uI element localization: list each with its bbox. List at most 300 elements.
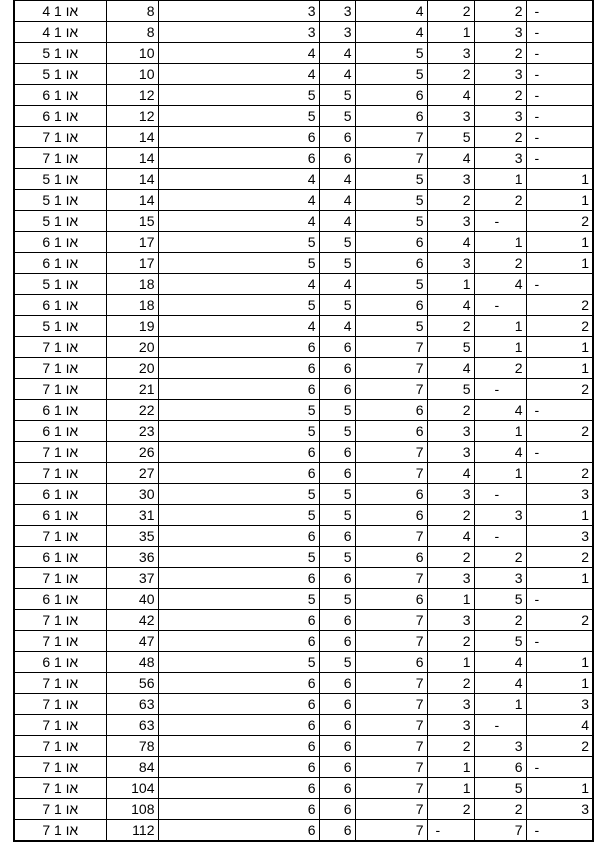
col4-cell: 6 [319,757,355,778]
option-cell: 6 או 1 [14,547,106,568]
col3-cell: 5 [158,547,319,568]
table-row [14,43,593,64]
col3-cell: 6 [158,694,319,715]
table-row [14,274,593,295]
option-cell: 6 או 1 [14,106,106,127]
col5-cell: 7 [355,757,427,778]
col7-cell: 2 [474,1,526,22]
option-cell: 7 או 1 [14,736,106,757]
table-row [14,316,593,337]
col6-cell: 2 [427,631,474,652]
col4-cell: 6 [319,358,355,379]
col6-cell: 1 [427,274,474,295]
col5-cell: 7 [355,568,427,589]
col4-cell: 4 [319,169,355,190]
col4-cell: 5 [319,484,355,505]
value-cell: 14 [106,190,158,211]
value-cell: 12 [106,85,158,106]
value-cell: 63 [106,694,158,715]
table-row [14,127,593,148]
col8-cell: - [526,442,593,463]
table-row [14,190,593,211]
col8-cell: 3 [526,526,593,547]
option-cell: 6 או 1 [14,295,106,316]
col6-cell: 2 [427,316,474,337]
value-cell: 112 [106,820,158,842]
col8-cell: 3 [526,799,593,820]
col8-cell: 2 [526,211,593,232]
option-cell: 7 או 1 [14,358,106,379]
col5-cell: 7 [355,526,427,547]
table-row [14,106,593,127]
col5-cell: 6 [355,106,427,127]
col7-cell: 2 [474,358,526,379]
col6-cell: 2 [427,190,474,211]
col8-cell: 1 [526,505,593,526]
col5-cell: 6 [355,85,427,106]
col3-cell: 5 [158,253,319,274]
col8-cell: 1 [526,778,593,799]
value-cell: 36 [106,547,158,568]
option-cell: 7 או 1 [14,610,106,631]
option-cell: 6 או 1 [14,400,106,421]
col7-cell: 1 [474,463,526,484]
value-cell: 12 [106,106,158,127]
table-row [14,820,593,842]
col6-cell: 1 [427,589,474,610]
option-cell: 7 או 1 [14,778,106,799]
col8-cell: - [526,631,593,652]
col4-cell: 6 [319,631,355,652]
col4-cell: 6 [319,778,355,799]
col6-cell: 4 [427,232,474,253]
col4-cell: 3 [319,22,355,43]
col7-cell: 4 [474,400,526,421]
col3-cell: 5 [158,295,319,316]
col8-cell: - [526,43,593,64]
col6-cell: 3 [427,421,474,442]
value-cell: 18 [106,274,158,295]
col4-cell: 6 [319,799,355,820]
col5-cell: 7 [355,148,427,169]
col4-cell: 5 [319,253,355,274]
table-row [14,463,593,484]
col3-cell: 5 [158,589,319,610]
option-cell: 7 או 1 [14,463,106,484]
col6-cell: 5 [427,337,474,358]
col7-cell: 4 [474,652,526,673]
col8-cell: - [526,22,593,43]
col8-cell: 2 [526,316,593,337]
option-cell: 5 או 1 [14,274,106,295]
table-row [14,715,593,736]
value-cell: 14 [106,127,158,148]
col6-cell: 4 [427,85,474,106]
option-cell: 4 או 1 [14,1,106,22]
col4-cell: 6 [319,148,355,169]
value-cell: 18 [106,295,158,316]
table-row [14,85,593,106]
table-row [14,337,593,358]
option-cell: 7 או 1 [14,715,106,736]
col3-cell: 4 [158,316,319,337]
col4-cell: 4 [319,274,355,295]
value-cell: 20 [106,358,158,379]
col7-cell: 4 [474,442,526,463]
col3-cell: 6 [158,337,319,358]
option-cell: 5 או 1 [14,316,106,337]
col4-cell: 5 [319,505,355,526]
col8-cell: 1 [526,673,593,694]
col8-cell: 2 [526,295,593,316]
col8-cell: 1 [526,568,593,589]
col3-cell: 6 [158,148,319,169]
table-row [14,526,593,547]
col8-cell: 2 [526,463,593,484]
col6-cell: 4 [427,148,474,169]
col7-cell: 5 [474,778,526,799]
col3-cell: 6 [158,757,319,778]
col3-cell: 6 [158,610,319,631]
col5-cell: 5 [355,274,427,295]
col5-cell: 6 [355,400,427,421]
col6-cell: 4 [427,463,474,484]
option-cell: 7 או 1 [14,799,106,820]
col4-cell: 5 [319,652,355,673]
col6-cell: 2 [427,799,474,820]
value-cell: 35 [106,526,158,547]
col6-cell: 2 [427,547,474,568]
option-cell: 6 או 1 [14,652,106,673]
col8-cell: 2 [526,736,593,757]
table-row [14,673,593,694]
table-row [14,568,593,589]
col6-cell: 2 [427,1,474,22]
col7-cell: 1 [474,694,526,715]
col4-cell: 6 [319,736,355,757]
col8-cell: - [526,589,593,610]
col3-cell: 6 [158,736,319,757]
col5-cell: 6 [355,421,427,442]
col3-cell: 5 [158,421,319,442]
col6-cell: 3 [427,169,474,190]
col5-cell: 7 [355,610,427,631]
col5-cell: 7 [355,631,427,652]
value-cell: 37 [106,568,158,589]
table-row [14,421,593,442]
col3-cell: 5 [158,484,319,505]
col6-cell: 2 [427,673,474,694]
col7-cell: 1 [474,169,526,190]
col4-cell: 4 [319,43,355,64]
option-cell: 7 או 1 [14,442,106,463]
col6-cell: 5 [427,127,474,148]
value-cell: 42 [106,610,158,631]
option-cell: 5 או 1 [14,211,106,232]
col3-cell: 5 [158,505,319,526]
table-row [14,148,593,169]
col6-cell: 4 [427,295,474,316]
col6-cell: 1 [427,22,474,43]
col8-cell: - [526,148,593,169]
col4-cell: 6 [319,463,355,484]
col5-cell: 7 [355,799,427,820]
col7-cell: 5 [474,589,526,610]
col5-cell: 7 [355,673,427,694]
col4-cell: 4 [319,211,355,232]
table-row [14,694,593,715]
option-cell: 7 או 1 [14,694,106,715]
col5-cell: 7 [355,820,427,842]
col8-cell: 2 [526,421,593,442]
col3-cell: 4 [158,169,319,190]
table-row [14,64,593,85]
col7-cell: 3 [474,64,526,85]
col3-cell: 6 [158,820,319,842]
col6-cell: 3 [427,253,474,274]
col5-cell: 7 [355,358,427,379]
option-cell: 6 או 1 [14,232,106,253]
option-cell: 7 או 1 [14,820,106,842]
col5-cell: 5 [355,43,427,64]
table-row [14,295,593,316]
value-cell: 108 [106,799,158,820]
col7-cell: 2 [474,799,526,820]
col7-cell: 4 [474,274,526,295]
col4-cell: 6 [319,715,355,736]
option-cell: 5 או 1 [14,190,106,211]
col5-cell: 7 [355,736,427,757]
col5-cell: 6 [355,652,427,673]
col3-cell: 6 [158,715,319,736]
col4-cell: 4 [319,64,355,85]
value-cell: 20 [106,337,158,358]
value-cell: 15 [106,211,158,232]
col4-cell: 6 [319,673,355,694]
table-body [14,1,593,842]
option-cell: 7 או 1 [14,631,106,652]
col7-cell: 1 [474,421,526,442]
col5-cell: 6 [355,295,427,316]
col3-cell: 5 [158,85,319,106]
option-cell: 7 או 1 [14,673,106,694]
col4-cell: 5 [319,589,355,610]
value-cell: 84 [106,757,158,778]
value-cell: 17 [106,232,158,253]
table-row [14,400,593,421]
col7-cell: 1 [474,337,526,358]
col5-cell: 7 [355,694,427,715]
table-row [14,484,593,505]
col7-cell: - [474,295,526,316]
col7-cell: - [474,715,526,736]
value-cell: 8 [106,22,158,43]
col7-cell: 2 [474,253,526,274]
table-row [14,631,593,652]
col5-cell: 7 [355,127,427,148]
col7-cell: 2 [474,190,526,211]
col4-cell: 6 [319,610,355,631]
table-row [14,505,593,526]
col6-cell: 1 [427,652,474,673]
option-cell: 6 או 1 [14,253,106,274]
col4-cell: 4 [319,316,355,337]
col6-cell: 2 [427,400,474,421]
value-cell: 47 [106,631,158,652]
col4-cell: 5 [319,85,355,106]
col8-cell: 1 [526,337,593,358]
col5-cell: 5 [355,169,427,190]
value-cell: 8 [106,1,158,22]
value-cell: 14 [106,169,158,190]
table-row [14,253,593,274]
col8-cell: 2 [526,379,593,400]
value-cell: 23 [106,421,158,442]
col6-cell: 2 [427,736,474,757]
value-cell: 78 [106,736,158,757]
col7-cell: 3 [474,736,526,757]
col5-cell: 7 [355,463,427,484]
value-cell: 10 [106,64,158,85]
option-cell: 6 או 1 [14,505,106,526]
col3-cell: 5 [158,400,319,421]
col8-cell: 1 [526,169,593,190]
option-cell: 5 או 1 [14,43,106,64]
col4-cell: 6 [319,820,355,842]
option-cell: 5 או 1 [14,169,106,190]
col4-cell: 6 [319,526,355,547]
table-row [14,379,593,400]
table-row [14,589,593,610]
col6-cell: 5 [427,379,474,400]
value-cell: 31 [106,505,158,526]
col7-cell: 1 [474,232,526,253]
col7-cell: 3 [474,148,526,169]
col4-cell: 4 [319,190,355,211]
col6-cell: 1 [427,757,474,778]
value-cell: 104 [106,778,158,799]
option-cell: 6 או 1 [14,85,106,106]
col8-cell: - [526,1,593,22]
col5-cell: 7 [355,778,427,799]
col3-cell: 6 [158,463,319,484]
col3-cell: 6 [158,442,319,463]
col8-cell: 1 [526,232,593,253]
col3-cell: 6 [158,799,319,820]
col8-cell: 1 [526,253,593,274]
value-cell: 22 [106,400,158,421]
col5-cell: 7 [355,379,427,400]
table-row [14,232,593,253]
col7-cell: 2 [474,547,526,568]
option-cell: 7 או 1 [14,526,106,547]
col8-cell: - [526,400,593,421]
option-cell: 7 או 1 [14,127,106,148]
col4-cell: 6 [319,442,355,463]
col6-cell: 3 [427,610,474,631]
col5-cell: 6 [355,505,427,526]
col3-cell: 4 [158,64,319,85]
value-cell: 26 [106,442,158,463]
col4-cell: 6 [319,337,355,358]
col6-cell: 3 [427,715,474,736]
table-row [14,652,593,673]
col7-cell: 7 [474,820,526,842]
table-row [14,736,593,757]
col4-cell: 6 [319,568,355,589]
col5-cell: 5 [355,211,427,232]
col4-cell: 5 [319,295,355,316]
option-cell: 4 או 1 [14,22,106,43]
value-cell: 10 [106,43,158,64]
col7-cell: 2 [474,127,526,148]
value-cell: 21 [106,379,158,400]
col3-cell: 6 [158,379,319,400]
col4-cell: 5 [319,106,355,127]
col8-cell: 4 [526,715,593,736]
col8-cell: - [526,64,593,85]
col7-cell: 3 [474,22,526,43]
col7-cell: 1 [474,316,526,337]
option-cell: 6 או 1 [14,589,106,610]
col4-cell: 6 [319,127,355,148]
table-row [14,757,593,778]
col8-cell: 1 [526,190,593,211]
col3-cell: 4 [158,43,319,64]
option-cell: 7 או 1 [14,757,106,778]
table-row [14,169,593,190]
col3-cell: 4 [158,274,319,295]
col5-cell: 6 [355,484,427,505]
col6-cell: 3 [427,106,474,127]
col4-cell: 5 [319,421,355,442]
value-cell: 40 [106,589,158,610]
col4-cell: 3 [319,1,355,22]
option-cell: 6 או 1 [14,484,106,505]
value-cell: 14 [106,148,158,169]
col7-cell: 2 [474,610,526,631]
col8-cell: 1 [526,652,593,673]
value-cell: 63 [106,715,158,736]
col8-cell: - [526,274,593,295]
col8-cell: 3 [526,484,593,505]
col6-cell: 1 [427,778,474,799]
col3-cell: 4 [158,190,319,211]
col8-cell: - [526,106,593,127]
col5-cell: 6 [355,253,427,274]
table-row [14,442,593,463]
value-cell: 48 [106,652,158,673]
col5-cell: 5 [355,316,427,337]
col5-cell: 7 [355,715,427,736]
col3-cell: 6 [158,673,319,694]
data-table [13,0,594,842]
value-cell: 19 [106,316,158,337]
col7-cell: 3 [474,106,526,127]
col7-cell: 2 [474,85,526,106]
option-cell: 7 או 1 [14,568,106,589]
table-row [14,610,593,631]
option-cell: 7 או 1 [14,337,106,358]
col7-cell: 6 [474,757,526,778]
value-cell: 17 [106,253,158,274]
col5-cell: 6 [355,589,427,610]
col4-cell: 5 [319,400,355,421]
col3-cell: 6 [158,568,319,589]
table-row [14,547,593,568]
col6-cell: - [427,820,474,842]
table-row [14,1,593,22]
